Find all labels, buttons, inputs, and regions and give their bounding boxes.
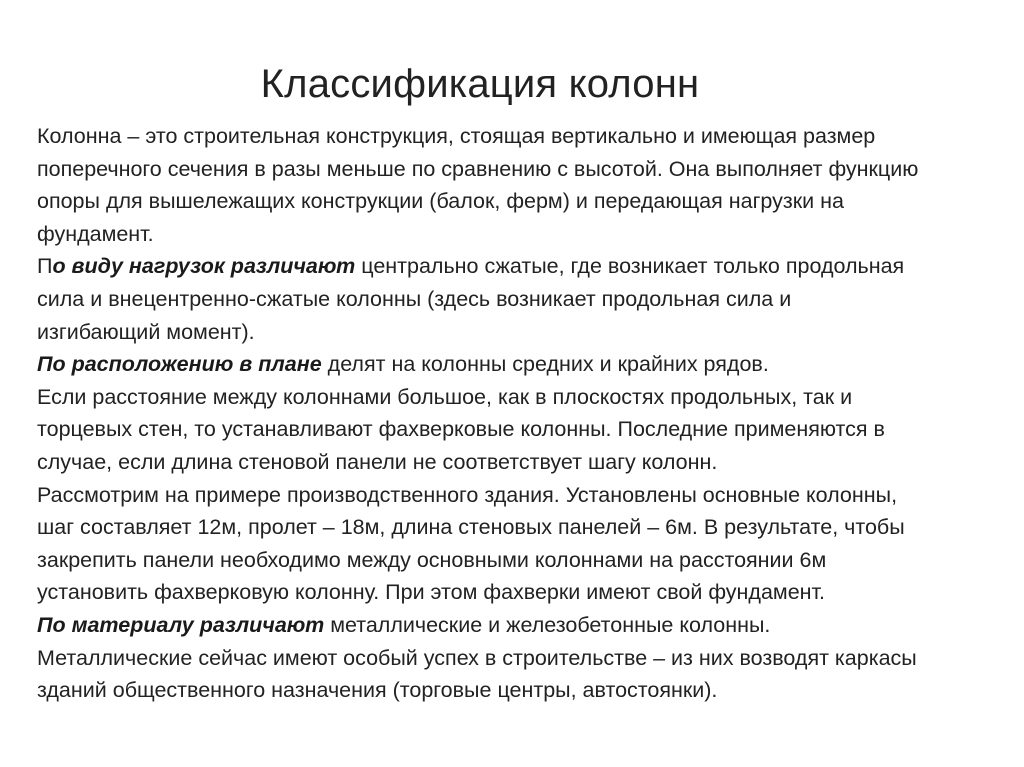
text-run: сила и внецентренно-сжатые колонны (здесь возникает продольная сила и — [37, 286, 792, 311]
text-run: изгибающий момент). — [37, 319, 255, 344]
text-run: делят на колонны средних и крайних рядов. — [321, 352, 769, 377]
text-line — [37, 348, 1012, 381]
text-run: П — [37, 254, 53, 279]
emphasized-phrase: По материалу различают — [37, 612, 325, 637]
text-run: Если расстояние между колоннами большое, как в плоскостях продольных, так и — [37, 384, 853, 409]
text-run: опоры для вышележащих конструкции (балок, ферм) и передающая нагрузки на — [37, 189, 844, 214]
text-run: шаг составляет 12м, пролет – 18м, длина стеновых панелей – 6м. В результате, чтобы — [37, 515, 905, 540]
text-line — [37, 153, 1012, 186]
text-run: случае, если длина стеновой панели не соответствует шагу колонн. — [37, 449, 718, 474]
text-run: фундамент. — [37, 221, 154, 246]
emphasized-phrase: По расположению в плане — [37, 352, 322, 377]
text-line — [37, 511, 1012, 544]
emphasized-phrase: о виду нагрузок различают — [52, 254, 356, 279]
text-line — [37, 283, 1012, 316]
text-line — [37, 218, 1012, 251]
slide-title: Классификация колонн — [260, 62, 700, 106]
text-run: торцевых стен, то устанавливают фахверковые колонны. Последние применяются в — [37, 417, 885, 442]
text-run: Рассмотрим на примере производственного здания. Установлены основные колонны, — [37, 482, 898, 507]
text-line — [37, 576, 1012, 609]
text-run: Колонна – это строительная конструкция, стоящая вертикально и имеющая размер — [37, 124, 876, 148]
text-run: зданий общественного назначения (торговые центры, автостоянки). — [37, 678, 718, 703]
text-line — [37, 250, 1012, 283]
text-line — [37, 446, 1012, 479]
text-line — [37, 544, 1012, 577]
text-run: установить фахверковую колонну. При этом фахверки имеют свой фундамент. — [37, 580, 825, 605]
text-line — [37, 674, 1012, 707]
text-line — [37, 185, 1012, 218]
text-line — [37, 479, 1012, 512]
text-line — [37, 609, 1012, 642]
text-line — [37, 642, 1012, 675]
text-line — [37, 120, 1012, 153]
text-run: металлические и железобетонные колонны. — [324, 612, 771, 637]
text-run: Металлические сейчас имеют особый успех в строительстве – из них возводят каркасы — [37, 645, 917, 670]
text-run: центрально сжатые, где возникает только продольная — [355, 254, 905, 279]
text-line — [37, 413, 1012, 446]
text-line — [37, 316, 1012, 349]
slide-body — [37, 120, 1012, 707]
text-run: поперечного сечения в разы меньше по сравнению с высотой. Она выполняет функцию — [37, 156, 919, 181]
text-run: закрепить панели необходимо между основными колоннами на расстоянии 6м — [37, 547, 827, 572]
text-line — [37, 381, 1012, 414]
